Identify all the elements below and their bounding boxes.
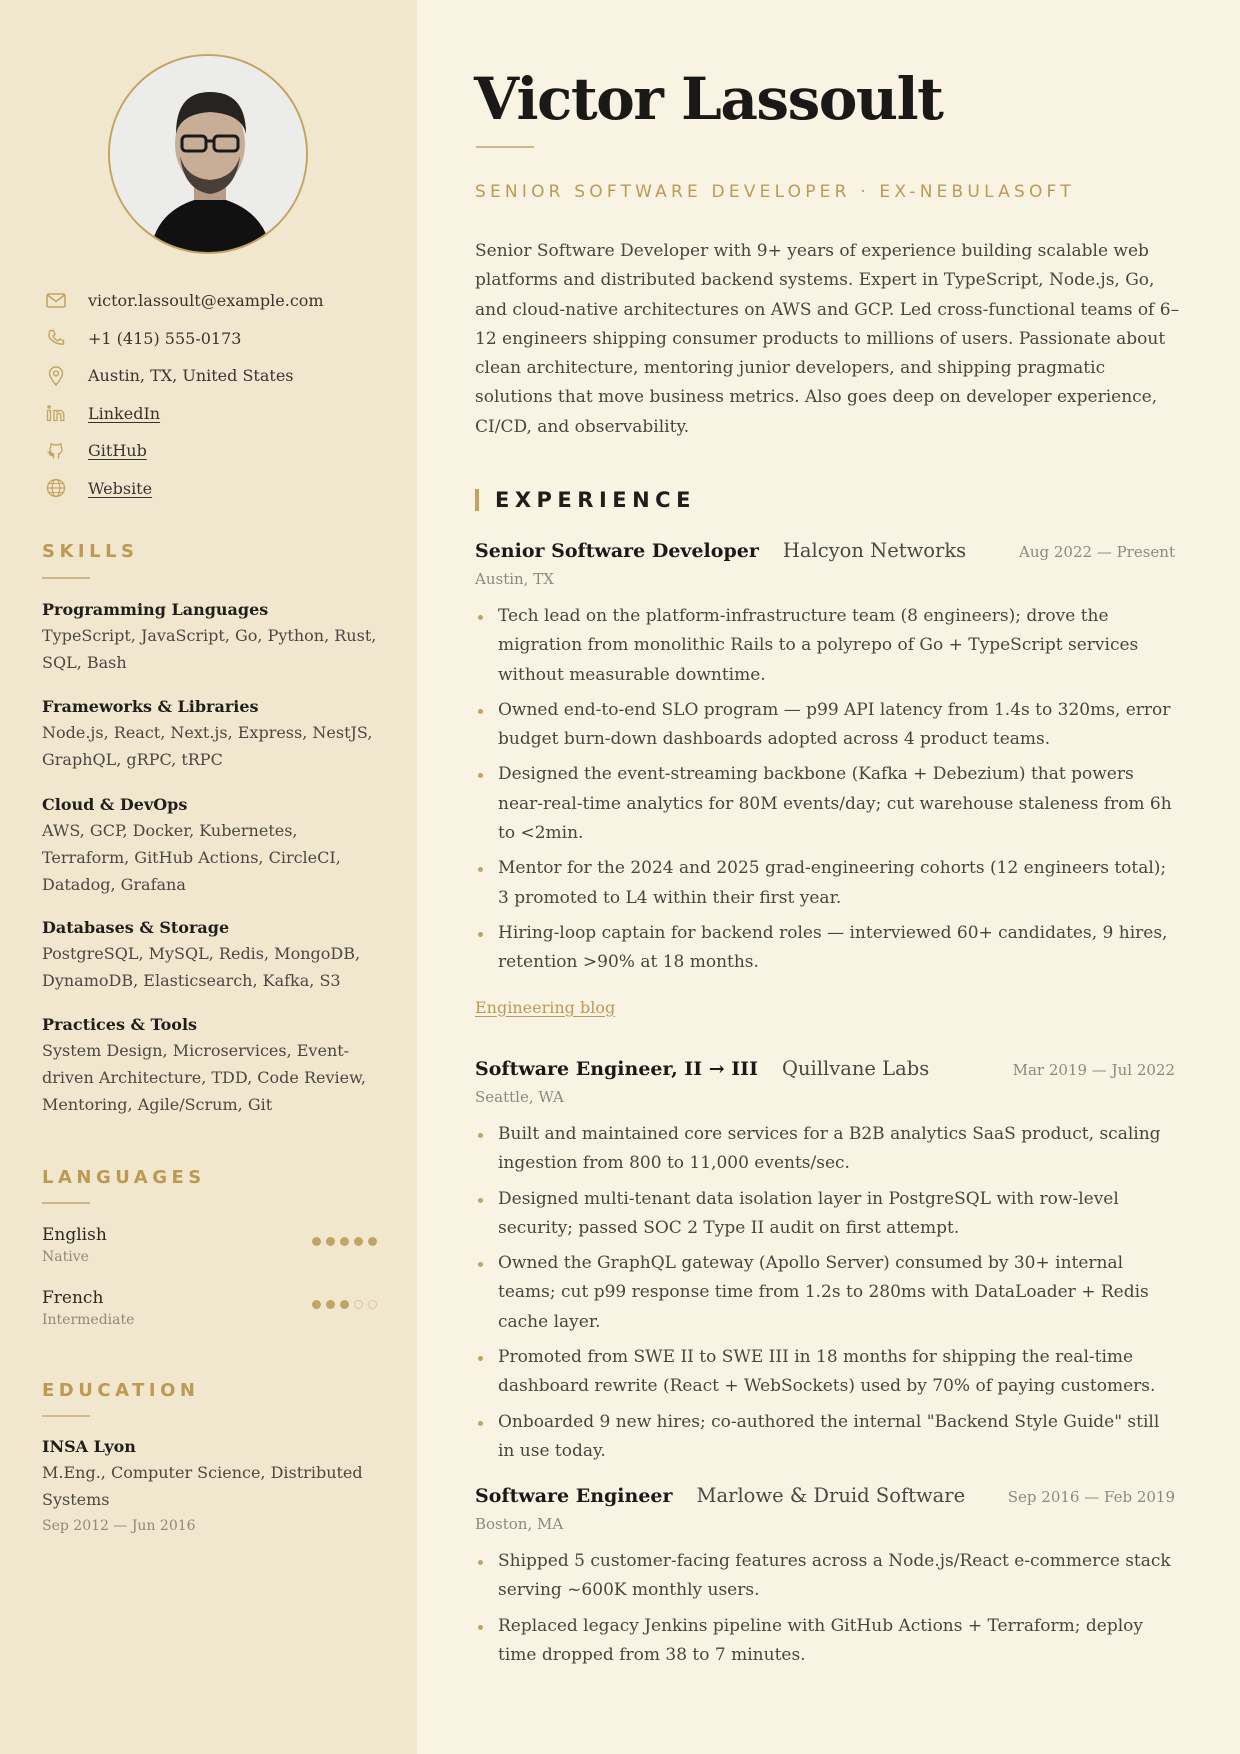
name-rule bbox=[476, 146, 534, 148]
job-header bbox=[475, 539, 1175, 565]
job-bullets bbox=[475, 602, 1175, 978]
skill-group bbox=[42, 795, 382, 898]
rating-dot-filled bbox=[326, 1300, 335, 1309]
job-bullet: Shipped 5 customer-facing features across a Node.js/React e-commerce stack serving ~600K monthly users. bbox=[475, 1547, 1175, 1606]
skill-group-title: Databases & Storage bbox=[42, 918, 230, 937]
mail-icon bbox=[44, 291, 68, 311]
skill-group-items: AWS, GCP, Docker, Kubernetes, Terraform, GitHub Actions, CircleCI, Datadog, Grafana bbox=[42, 821, 341, 894]
contact-github[interactable] bbox=[44, 432, 384, 470]
experience-heading bbox=[475, 488, 696, 512]
job-dates: Aug 2022 — Present bbox=[1019, 543, 1175, 561]
github-link[interactable]: GitHub bbox=[88, 441, 147, 461]
education-degree: M.Eng., Computer Science, Distributed Systems bbox=[42, 1463, 363, 1509]
rating-dot-filled bbox=[368, 1237, 377, 1246]
skill-group-title: Practices & Tools bbox=[42, 1015, 198, 1034]
job-bullet: Promoted from SWE II to SWE III in 18 months for shipping the real-time dashboard rewrite (React + WebSockets) used by 70% of paying customers. bbox=[475, 1343, 1175, 1402]
skill-group-items: TypeScript, JavaScript, Go, Python, Rust, SQL, Bash bbox=[42, 626, 377, 672]
map-pin-icon bbox=[44, 366, 68, 386]
education-school: INSA Lyon bbox=[42, 1437, 136, 1456]
language-name: French bbox=[42, 1288, 104, 1308]
github-icon bbox=[44, 441, 68, 461]
job-entry bbox=[475, 1057, 1175, 1472]
rating-dot-empty bbox=[354, 1300, 363, 1309]
job-bullet: Hiring-loop captain for backend roles — interviewed 60+ candidates, 9 hires, retention >90% at 18 months. bbox=[475, 919, 1175, 978]
contact-phone[interactable] bbox=[44, 320, 384, 358]
rating-dot-filled bbox=[312, 1237, 321, 1246]
job-bullet: Owned the GraphQL gateway (Apollo Server) consumed by 30+ internal teams; cut p99 response time from 1.2s to 280ms with DataLoader + Redis cache layer. bbox=[475, 1249, 1175, 1337]
language-name: English bbox=[42, 1225, 107, 1245]
email-text[interactable]: victor.lassoult@example.com bbox=[88, 291, 324, 311]
linkedin-icon bbox=[44, 403, 68, 423]
job-entry bbox=[475, 1484, 1175, 1676]
phone-text[interactable]: +1 (415) 555-0173 bbox=[88, 328, 242, 348]
contact-linkedin[interactable] bbox=[44, 395, 384, 433]
job-location: Boston, MA bbox=[475, 1515, 564, 1533]
language-item bbox=[42, 1224, 377, 1265]
contact-location bbox=[44, 357, 384, 395]
job-bullet: Mentor for the 2024 and 2025 grad-engineering cohorts (12 engineers total); 3 promoted to L4 within their first year. bbox=[475, 854, 1175, 913]
job-company: Quillvane Labs bbox=[781, 1057, 930, 1080]
profile-photo bbox=[110, 56, 308, 254]
job-bullet: Built and maintained core services for a B2B analytics SaaS product, scaling ingestion from 800 to 11,000 events/sec. bbox=[475, 1120, 1175, 1179]
job-location: Seattle, WA bbox=[475, 1088, 564, 1106]
language-rating bbox=[312, 1300, 377, 1309]
job-role: Software Engineer bbox=[475, 1485, 673, 1507]
skill-group-title: Programming Languages bbox=[42, 600, 269, 619]
avatar bbox=[108, 54, 308, 254]
website-link[interactable]: Website bbox=[88, 478, 153, 498]
education-heading: EDUCATION bbox=[42, 1380, 200, 1401]
contact-email[interactable] bbox=[44, 282, 384, 320]
experience-heading-text: EXPERIENCE bbox=[495, 488, 696, 512]
contact-website[interactable] bbox=[44, 470, 384, 508]
language-level: Native bbox=[42, 1249, 89, 1265]
job-bullet: Onboarded 9 new hires; co-authored the internal "Backend Style Guide" still in use today. bbox=[475, 1408, 1175, 1467]
languages-rule bbox=[42, 1202, 90, 1204]
job-role: Senior Software Developer bbox=[475, 540, 759, 562]
linkedin-link[interactable]: LinkedIn bbox=[88, 403, 161, 423]
education-entry bbox=[42, 1437, 382, 1534]
phone-icon bbox=[44, 328, 68, 348]
summary: Senior Software Developer with 9+ years of experience building scalable web platforms and distributed backend systems. Expert in TypeScript, Node.js, Go, and cloud-native architectures on AWS and GCP. Led cross-functional teams of 6–12 engineers shipping consumer products to millions of users. Passionate about clean architecture, mentoring junior developers, and shipping pragmatic solutions that move business metrics. Also goes deep on developer experience, CI/CD, and observability. bbox=[475, 241, 1180, 437]
job-company: Halcyon Networks bbox=[782, 539, 967, 562]
job-bullets bbox=[475, 1547, 1175, 1670]
skills-rule bbox=[42, 577, 90, 579]
sidebar bbox=[0, 0, 417, 1754]
job-role: Software Engineer, II → III bbox=[475, 1058, 758, 1080]
job-bullet: Tech lead on the platform-infrastructure team (8 engineers); drove the migration from monolithic Rails to a polyrepo of Go + TypeScript services without measurable downtime. bbox=[475, 602, 1175, 690]
job-header bbox=[475, 1484, 1175, 1510]
job-entry bbox=[475, 539, 1175, 1017]
skill-group-items: PostgreSQL, MySQL, Redis, MongoDB, DynamoDB, Elasticsearch, Kafka, S3 bbox=[42, 944, 361, 990]
skill-group-title: Cloud & DevOps bbox=[42, 795, 188, 814]
education-dates: Sep 2012 — Jun 2016 bbox=[42, 1518, 196, 1534]
rating-dot-filled bbox=[354, 1237, 363, 1246]
job-dates: Mar 2019 — Jul 2022 bbox=[1012, 1061, 1175, 1079]
rating-dot-filled bbox=[340, 1237, 349, 1246]
heading-accent-bar bbox=[475, 489, 479, 511]
job-bullets bbox=[475, 1120, 1175, 1466]
skill-group-items: Node.js, React, Next.js, Express, NestJS, GraphQL, gRPC, tRPC bbox=[42, 723, 373, 769]
skill-group bbox=[42, 600, 382, 676]
skill-group bbox=[42, 1015, 382, 1118]
job-header bbox=[475, 1057, 1175, 1083]
job-dates: Sep 2016 — Feb 2019 bbox=[1007, 1488, 1175, 1506]
rating-dot-empty bbox=[368, 1300, 377, 1309]
skill-group-title: Frameworks & Libraries bbox=[42, 697, 259, 716]
job-location: Austin, TX bbox=[475, 570, 554, 588]
rating-dot-filled bbox=[340, 1300, 349, 1309]
contact-list bbox=[44, 282, 384, 507]
language-item bbox=[42, 1287, 377, 1328]
skill-group bbox=[42, 918, 382, 994]
job-bullet: Owned end-to-end SLO program — p99 API latency from 1.4s to 320ms, error budget burn-down dashboards adopted across 4 product teams. bbox=[475, 696, 1175, 755]
candidate-name: Victor Lassoult bbox=[474, 65, 943, 133]
skill-group-items: System Design, Microservices, Event-driven Architecture, TDD, Code Review, Mentoring, Agile/Scrum, Git bbox=[42, 1041, 366, 1114]
rating-dot-filled bbox=[312, 1300, 321, 1309]
language-level: Intermediate bbox=[42, 1312, 135, 1328]
job-bullet: Replaced legacy Jenkins pipeline with GitHub Actions + Terraform; deploy time dropped from 38 to 7 minutes. bbox=[475, 1612, 1175, 1671]
education-rule bbox=[42, 1415, 90, 1417]
engineering-blog-link[interactable]: Engineering blog bbox=[475, 997, 616, 1017]
skills-heading: SKILLS bbox=[42, 541, 139, 562]
skill-group bbox=[42, 697, 382, 773]
job-bullet: Designed the event-streaming backbone (Kafka + Debezium) that powers near-real-time analytics for 80M events/day; cut warehouse staleness from 6h to <2min. bbox=[475, 760, 1175, 848]
rating-dot-filled bbox=[326, 1237, 335, 1246]
languages-heading: LANGUAGES bbox=[42, 1167, 206, 1188]
globe-icon bbox=[44, 478, 68, 498]
language-rating bbox=[312, 1237, 377, 1246]
job-bullet: Designed multi-tenant data isolation layer in PostgreSQL with row-level security; passed SOC 2 Type II audit on first attempt. bbox=[475, 1185, 1175, 1244]
job-company: Marlowe & Druid Software bbox=[696, 1484, 966, 1507]
headline: SENIOR SOFTWARE DEVELOPER · EX-NEBULASOFT bbox=[475, 182, 1075, 202]
location-text: Austin, TX, United States bbox=[88, 366, 294, 386]
